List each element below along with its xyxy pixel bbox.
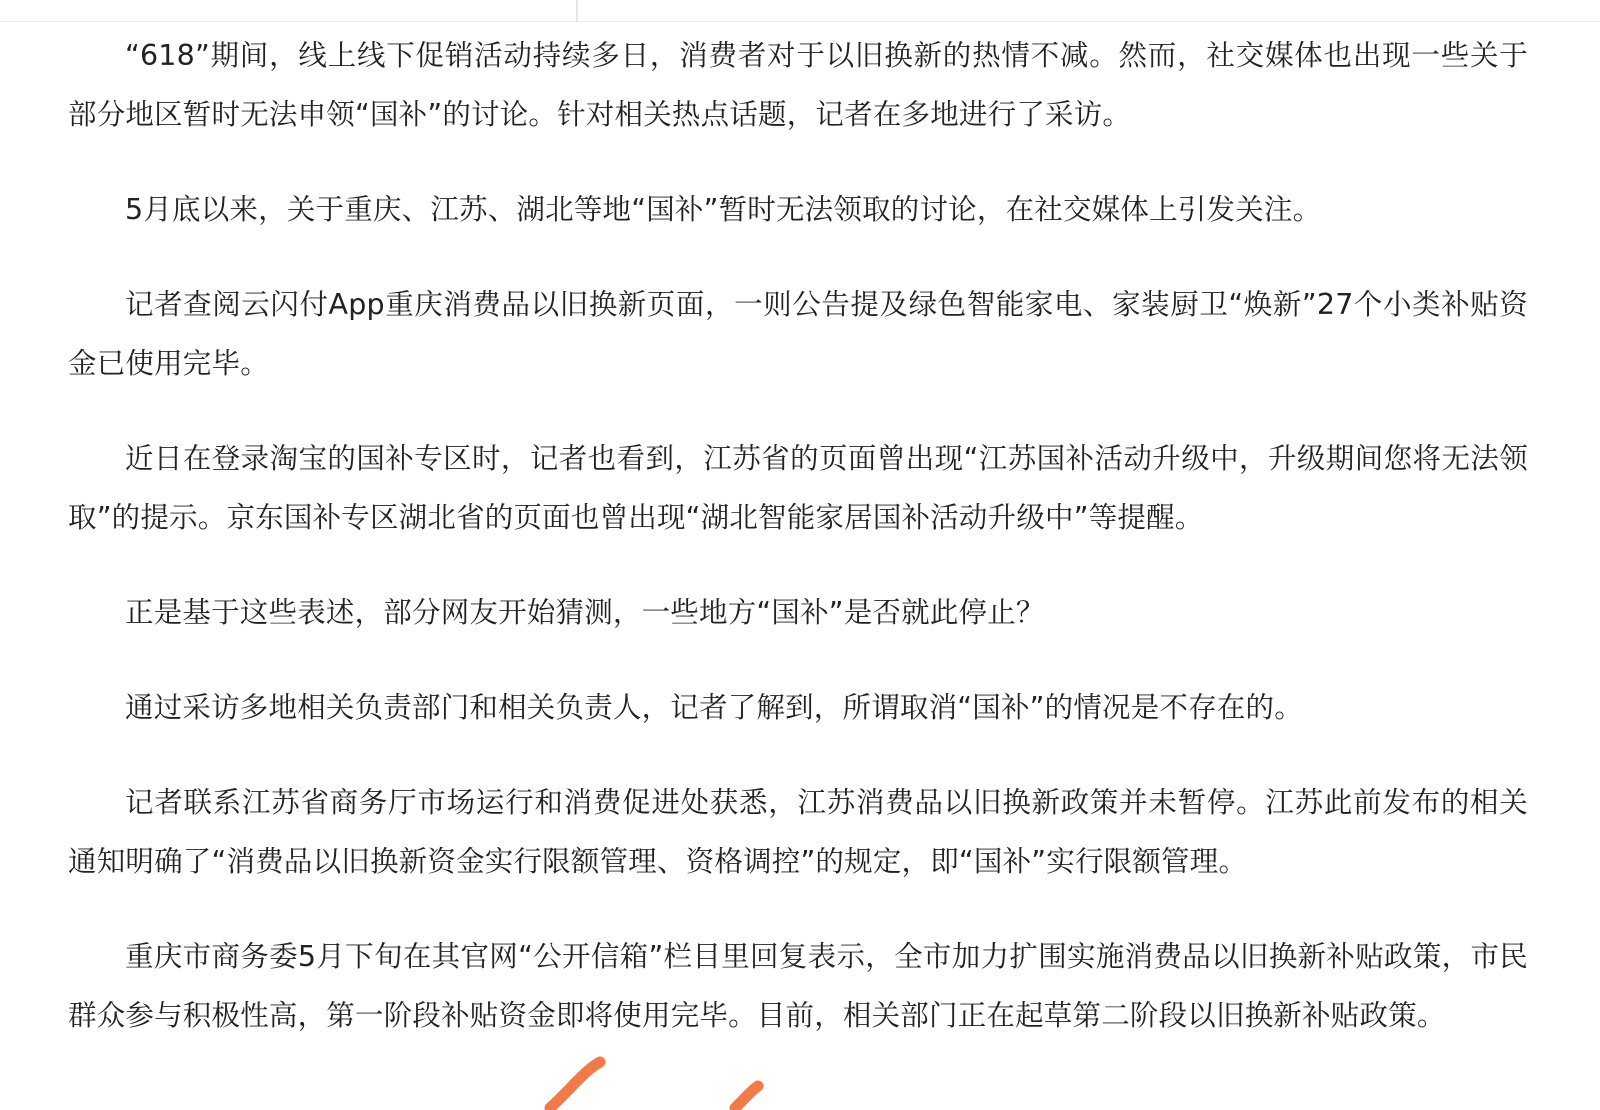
paragraph: 正是基于这些表述，部分网友开始猜测，一些地方“国补”是否就此停止？ [125,596,1045,629]
top-toolbar-edge [0,0,1600,22]
paragraph: 近日在登录淘宝的国补专区时，记者也看到，江苏省的页面曾出现“江苏国补活动升级中，升级期间您将无法领取”的提示。京东国补专区湖北省的页面也曾出现“湖北智能家居国补活动升级中”等提醒。 [68,442,1528,534]
paragraph: 记者联系江苏省商务厅市场运行和消费促进处获悉，江苏消费品以旧换新政策并未暂停。江苏此前发布的相关通知明确了“消费品以旧换新资金实行限额管理、资格调控”的规定，即“国补”实行限额管理。 [68,786,1528,878]
paragraph: 5月底以来，关于重庆、江苏、湖北等地“国补”暂时无法领取的讨论，在社交媒体上引发关注。 [125,193,1322,226]
paragraph: 通过采访多地相关负责部门和相关负责人，记者了解到，所谓取消“国补”的情况是不存在的。 [125,691,1303,724]
paragraph: “618”期间，线上线下促销活动持续多日，消费者对于以旧换新的热情不减。然而，社交媒体也出现一些关于部分地区暂时无法申领“国补”的讨论。针对相关热点话题，记者在多地进行了采访。 [68,39,1528,131]
article-body [68,26,1528,1081]
paragraph: 重庆市商务委5月下旬在其官网“公开信箱”栏目里回复表示，全市加力扩围实施消费品以旧换新补贴政策，市民群众参与积极性高，第一阶段补贴资金即将使用完毕。目前，相关部门正在起草第二阶段以旧换新补贴政策。 [68,940,1528,1032]
toolbar-divider [576,0,578,22]
paragraph: 记者查阅云闪付App重庆消费品以旧换新页面，一则公告提及绿色智能家电、家装厨卫“焕新”27个小类补贴资金已使用完毕。 [68,288,1528,380]
